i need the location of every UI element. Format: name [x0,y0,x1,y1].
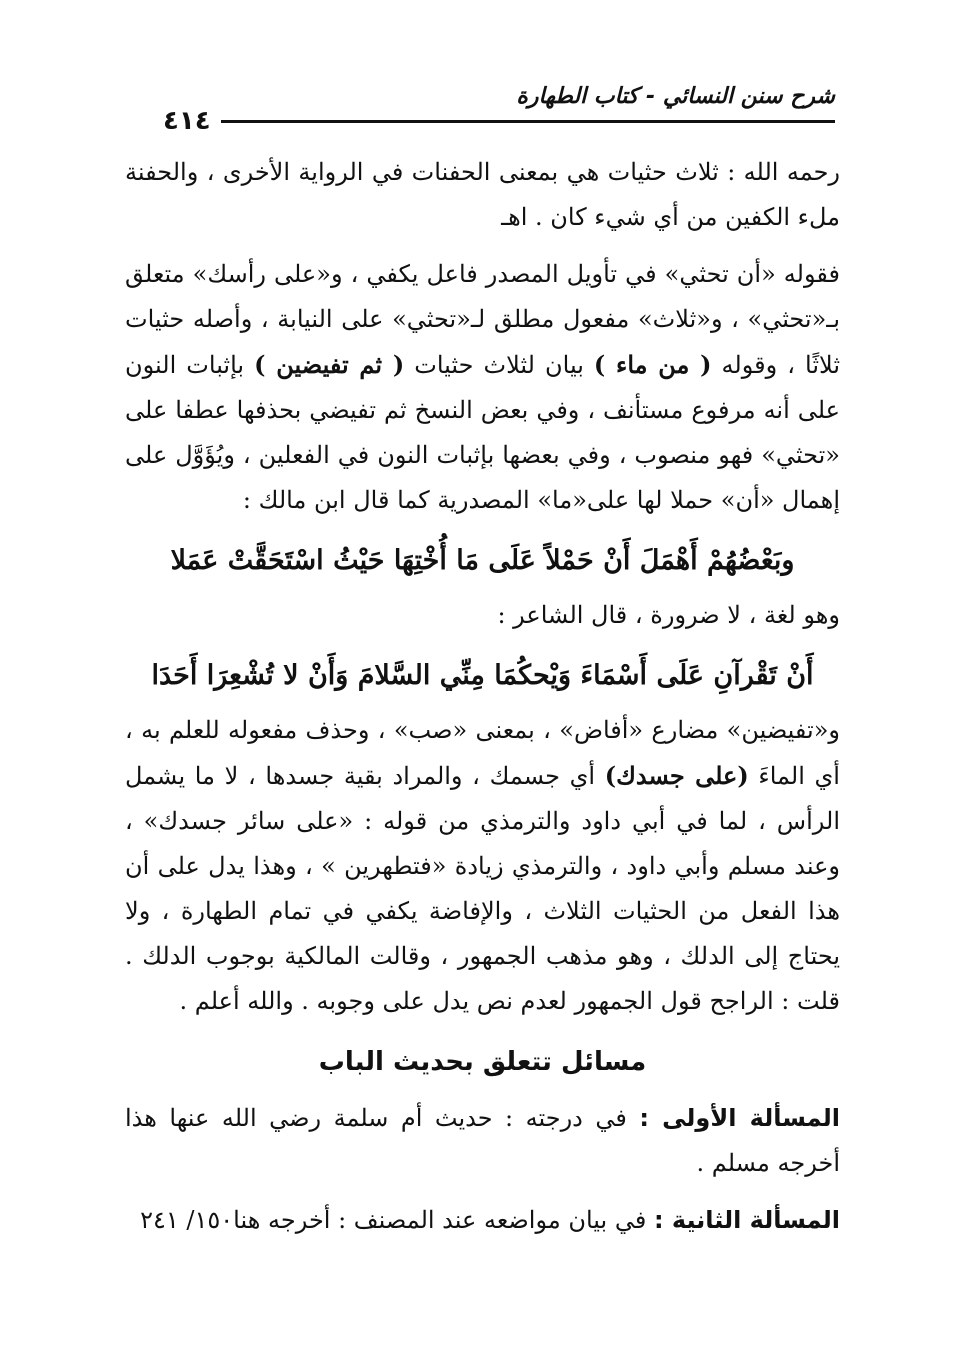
paragraph-4-text-a: و«تفيضين» مضارع «أفاض» ، بمعنى «صب» ، وحذف مفعوله للعلم به ، أي الماءَ [125,716,840,790]
issue-1 [125,1096,840,1186]
poetry-verse-1: وبَعْضُهُمْ أَهْمَلَ أَنْ حَمْلاً عَلَى مَا أُخْتِهَا حَيْثُ اسْتَحَقَّتْ عَمَلا [170,545,795,576]
header-rule [115,120,835,123]
running-title: شرح سنن النسائي - كتاب الطهارة [516,84,835,109]
quoted-phrase-min-maa: ( من ماء ) [593,350,712,379]
issue-2-text: في بيان مواضعه عند المصنف : أخرجه هنا١٥٠/ ٢٤١ [140,1206,647,1234]
page-header [115,82,835,142]
paragraph-2-text-c: بيان لثلاث حثيات [414,351,584,379]
quoted-phrase-ala-jasadik: (على جسدك) [604,761,749,790]
paragraph-3: وهو لغة ، لا ضرورة ، قال الشاعر : [497,601,840,629]
paragraph-2 [125,252,840,523]
issue-1-label: المسألة الأولى : [639,1104,840,1132]
paragraph-2-text-a: فقوله «أن تحثي» في تأويل المصدر فاعل يكفي ، و«على رأسك» متعلق بـ«تحثي» ، و«ثلاث» مفعول مطلق لـ«تحثي» على النيابة ، وأصله حثيات ثلاثًا ، وقوله [125,260,840,379]
page-body [125,150,840,1255]
paragraph-1: رحمه الله : ثلاث حثيات هي بمعنى الحفنات في الرواية الأخرى ، والحفنة ملء الكفين من أي شيء كان . اهـ [125,158,840,231]
paragraph-4 [125,708,840,1024]
section-heading: مسائل تتعلق بحديث الباب [318,1047,647,1077]
page-number: ٤١٤ [115,106,221,136]
paragraph-2-text-e: بإثبات النون على أنه مرفوع مستأنف ، وفي بعض النسخ ثم تفيضي بحذفها عطفا على «تحثي» فهو منصوب ، وفي بعضها بإثبات النون في الفعلين ، ويُؤَوَّل على إهمال «أن» حملا لها على«ما» المصدرية كما قال ابن مالك : [125,351,840,514]
poetry-verse-2: أَنْ تَقْرآنِ عَلَى أَسْمَاءَ وَيْحكُمَا مِنِّي السَّلامَ وَأَنْ لا تُشْعِرَا أَحَدَا [151,660,814,691]
issue-1-text: في درجته : حديث أم سلمة رضي الله عنها هذا أخرجه مسلم . [125,1104,840,1177]
paragraph-4-text-c: أي جسمك ، والمراد بقية جسدها ، لا ما يشمل الرأس ، لما في أبي داود والترمذي من قوله : «على سائر جسدك» ، وعند مسلم وأبي داود ، والترمذي زيادة «فتطهرين » ، وهذا يدل على أن هذا الفعل من الحثيات الثلاث ، والإفاضة يكفي في تمام الطهارة ، ولا يحتاج إلى الدلك ، وهو مذهب الجمهور ، وقالت المالكية بوجوب الدلك . قلت : الراجح قول الجمهور لعدم نص يدل على وجوبه . والله أعلم . [125,762,840,1015]
issue-2 [125,1198,840,1243]
issue-2-label: المسألة الثانية : [653,1206,840,1234]
quoted-phrase-thumma-tufidin: ( ثم تفيضين ) [254,350,405,379]
